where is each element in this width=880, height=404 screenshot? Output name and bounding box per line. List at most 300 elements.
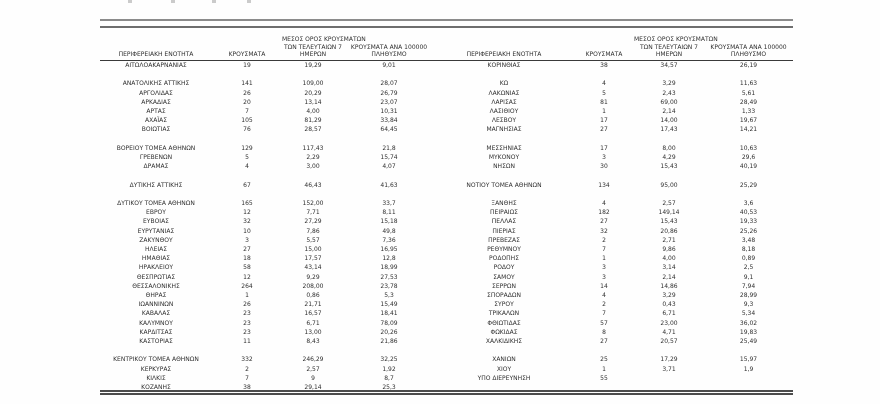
cases-cell: 7 xyxy=(245,108,249,115)
col-header-region-right xyxy=(434,28,574,61)
per100k-cell: 10,63 xyxy=(739,144,758,152)
cropped-text-remnant xyxy=(247,0,251,3)
per100k-cell: 10,31 xyxy=(380,108,398,115)
per100k-cell: 23,07 xyxy=(380,98,398,106)
table-row xyxy=(100,61,793,71)
cases-cell: 23 xyxy=(243,328,251,336)
table-row xyxy=(100,263,793,272)
per100k-cell: 25,3 xyxy=(382,384,396,392)
per100k-cell: 1,92 xyxy=(382,365,396,373)
per100k-cell: 5,61 xyxy=(741,89,756,97)
cases-cell: 1 xyxy=(602,365,606,373)
spacer-row xyxy=(100,135,793,144)
table-row xyxy=(100,89,793,98)
avg7-cell: 15,00 xyxy=(304,246,322,253)
region-cell: ΖΑΚΥΝΘΟΥ xyxy=(139,236,173,244)
region-cell: ΒΟΡΕΙΟΥ ΤΟΜΕΑ ΑΘΗΝΩΝ xyxy=(116,144,196,152)
table-row xyxy=(100,291,793,300)
per100k-cell: 33,84 xyxy=(380,117,398,125)
cropped-text-remnant xyxy=(171,0,175,3)
avg7-cell: 0,86 xyxy=(306,292,320,300)
avg7-cell: 3,29 xyxy=(662,80,676,88)
cases-cell: 7 xyxy=(602,246,606,253)
per100k-cell: 21,86 xyxy=(380,338,398,346)
spacer-row xyxy=(100,70,793,79)
region-cell: ΠΡΕΒΕΖΑΣ xyxy=(488,236,520,244)
avg7-cell: 2,43 xyxy=(662,89,676,97)
col-header-per100k-left xyxy=(344,28,434,61)
cropped-text-remnant xyxy=(212,0,216,3)
region-cell: ΧΙΟΥ xyxy=(496,365,512,373)
avg7-cell: 13,00 xyxy=(304,328,322,336)
spacer-cell xyxy=(100,190,793,199)
header-label-line: ΠΛΗΘΥΣΜΟ xyxy=(371,50,407,58)
per100k-cell: 11,63 xyxy=(739,80,758,88)
region-cell: ΡΕΘΥΜΝΟΥ xyxy=(487,246,521,253)
cases-cell: 27 xyxy=(600,338,608,346)
avg7-cell: 17,57 xyxy=(304,255,322,263)
header-label-line: ΜΕΣΟΣ ΟΡΟΣ ΚΡΟΥΣΜΑΤΩΝ xyxy=(282,36,366,44)
per100k-cell: 49,8 xyxy=(382,227,396,235)
header-label-line: ΤΩΝ ΤΕΛΕΥΤΑΙΩΝ 7 xyxy=(284,43,342,51)
avg7-cell: 9,29 xyxy=(306,273,320,281)
region-cell: ΝΗΣΩΝ xyxy=(493,163,515,171)
bottom-rule xyxy=(100,390,793,395)
per100k-cell: 1,33 xyxy=(741,108,756,115)
cases-cell: 23 xyxy=(243,319,251,327)
avg7-cell: 246,29 xyxy=(302,356,324,364)
per100k-cell: 4,07 xyxy=(382,163,396,171)
cases-cell: 182 xyxy=(598,209,610,217)
region-cell: ΣΕΡΡΩΝ xyxy=(492,282,516,290)
avg7-cell: 23,00 xyxy=(660,319,678,327)
region-cell: ΚΑΒΑΛΑΣ xyxy=(141,310,171,318)
cases-cell: 23 xyxy=(243,310,251,318)
region-cell: ΚΟΖΑΝΗΣ xyxy=(141,384,171,392)
per100k-cell: 20,26 xyxy=(380,328,398,336)
avg7-cell: 152,00 xyxy=(302,199,324,207)
region-cell: ΑΧΑΪΑΣ xyxy=(145,117,167,125)
avg7-cell: 4,71 xyxy=(662,328,676,336)
avg7-cell: 17,29 xyxy=(660,356,678,364)
cases-cell: 4 xyxy=(602,199,606,207)
header-label-line: ΚΡΟΥΣΜΑΤΑ ΑΝΑ 100000 xyxy=(710,43,787,51)
table-row xyxy=(100,337,793,346)
region-cell: ΛΑΡΙΣΑΣ xyxy=(491,98,517,106)
region-cell: ΘΗΡΑΣ xyxy=(145,292,167,300)
cases-cell: 129 xyxy=(241,144,253,152)
per100k-cell: 2,5 xyxy=(743,264,754,272)
cases-cell: 4 xyxy=(245,163,249,171)
table-row xyxy=(100,125,793,134)
col-header-avg7-left xyxy=(282,28,366,61)
table-row xyxy=(100,199,793,208)
per100k-cell: 18,99 xyxy=(380,264,398,272)
avg7-cell: 95,00 xyxy=(660,181,678,189)
avg7-cell: 117,43 xyxy=(302,144,324,152)
avg7-cell: 69,00 xyxy=(660,98,678,106)
table-row xyxy=(100,181,793,190)
region-cell: ΠΙΕΡΙΑΣ xyxy=(492,227,516,235)
region-cell: ΠΕΙΡΑΙΩΣ xyxy=(490,209,518,217)
avg7-cell: 81,29 xyxy=(304,117,322,125)
per100k-cell: 28,07 xyxy=(380,80,398,88)
avg7-cell: 9 xyxy=(311,374,315,382)
region-cell: ΣΥΡΟΥ xyxy=(494,301,514,309)
top-rule-outer xyxy=(100,19,793,21)
per100k-cell: 26,19 xyxy=(739,62,758,69)
per100k-cell: 5,34 xyxy=(741,310,756,318)
region-cell: ΚΕΝΤΡΙΚΟΥ ΤΟΜΕΑ ΑΘΗΝΩΝ xyxy=(113,356,199,364)
cases-cell: 3 xyxy=(245,236,249,244)
region-cell: ΙΩΑΝΝΙΝΩΝ xyxy=(138,301,174,309)
cases-cell: 14 xyxy=(600,282,608,290)
per100k-cell: 0,89 xyxy=(741,255,756,263)
region-cell: ΚΟΡΙΝΘΙΑΣ xyxy=(487,62,521,69)
region-cell: ΚΙΛΚΙΣ xyxy=(146,374,166,382)
region-cell: ΛΕΣΒΟΥ xyxy=(491,117,517,125)
avg7-cell: 16,57 xyxy=(304,310,322,318)
region-cell: ΕΥΒΟΙΑΣ xyxy=(143,218,169,226)
avg7-cell: 20,86 xyxy=(660,227,678,235)
region-cell: ΝΟΤΙΟΥ ΤΟΜΕΑ ΑΘΗΝΩΝ xyxy=(466,181,542,189)
region-cell: ΜΥΚΟΝΟΥ xyxy=(488,154,520,161)
per100k-cell: 15,49 xyxy=(380,301,398,309)
cases-cell: 30 xyxy=(600,163,608,171)
per100k-cell: 64,45 xyxy=(380,126,398,134)
region-cell: ΜΕΣΣΗΝΙΑΣ xyxy=(486,144,522,152)
spacer-row xyxy=(100,190,793,199)
cases-cell: 25 xyxy=(600,356,608,364)
region-cell: ΗΛΕΙΑΣ xyxy=(144,246,168,253)
spacer-cell xyxy=(100,70,793,79)
cases-cell: 134 xyxy=(598,181,610,189)
region-cell: ΤΡΙΚΑΛΩΝ xyxy=(488,310,520,318)
col-header-region-left xyxy=(100,28,212,61)
region-cell: ΛΑΣΙΘΙΟΥ xyxy=(489,108,519,115)
avg7-cell: 29,14 xyxy=(304,384,322,392)
avg7-cell: 19,29 xyxy=(304,62,322,69)
cases-cell: 332 xyxy=(241,356,253,364)
avg7-cell: 109,00 xyxy=(302,80,324,88)
region-cell: ΚΑΣΤΟΡΙΑΣ xyxy=(139,338,173,346)
table-row xyxy=(100,217,793,226)
cases-cell: 58 xyxy=(243,264,251,272)
avg7-cell: 28,57 xyxy=(304,126,322,134)
region-cell: ΘΕΣΠΡΩΤΙΑΣ xyxy=(136,273,176,281)
header-label-line: ΗΜΕΡΩΝ xyxy=(299,50,327,58)
per100k-cell: 78,09 xyxy=(380,319,398,327)
avg7-cell: 5,57 xyxy=(306,236,320,244)
avg7-cell: 4,00 xyxy=(662,255,676,263)
region-cell: ΦΩΚΙΔΑΣ xyxy=(490,328,518,336)
cases-cell: 3 xyxy=(602,264,606,272)
avg7-cell: 3,00 xyxy=(306,163,320,171)
cases-cell: 55 xyxy=(600,374,608,382)
avg7-cell: 208,00 xyxy=(302,282,324,290)
cases-cell: 5 xyxy=(602,89,606,97)
region-cell: ΧΑΛΚΙΔΙΚΗΣ xyxy=(485,338,523,346)
cases-cell: 2 xyxy=(602,236,606,244)
avg7-cell: 2,14 xyxy=(662,108,676,115)
per100k-cell: 8,7 xyxy=(384,374,394,382)
cases-cell: 19 xyxy=(243,62,251,69)
avg7-cell: 4,00 xyxy=(306,108,320,115)
header-row xyxy=(100,28,793,61)
header-label-line: ΚΡΟΥΣΜΑΤΑ ΑΝΑ 100000 xyxy=(350,43,428,51)
per100k-cell: 7,36 xyxy=(382,236,396,244)
per100k-cell xyxy=(704,374,793,383)
cases-cell: 165 xyxy=(241,199,253,207)
cases-cell: 141 xyxy=(241,80,253,88)
region-cell: ΡΟΔΟΠΗΣ xyxy=(489,255,519,263)
header-label-line: ΤΩΝ ΤΕΛΕΥΤΑΙΩΝ 7 xyxy=(640,43,698,51)
region-cell: ΓΡΕΒΕΝΩΝ xyxy=(139,154,173,161)
regional-cases-table xyxy=(100,28,793,392)
avg7-cell: 3,29 xyxy=(662,292,676,300)
per100k-cell: 19,67 xyxy=(739,117,758,125)
per100k-cell: 3,48 xyxy=(741,236,756,244)
per100k-cell: 7,94 xyxy=(741,282,756,290)
table-row xyxy=(100,355,793,364)
avg7-cell: 2,57 xyxy=(306,365,320,373)
region-cell: ΚΑΡΔΙΤΣΑΣ xyxy=(139,328,173,336)
cases-cell: 32 xyxy=(243,218,251,226)
avg7-cell: 2,71 xyxy=(662,236,676,244)
table-row xyxy=(100,162,793,171)
cases-cell: 81 xyxy=(600,98,608,106)
region-cell: ΣΑΜΟΥ xyxy=(493,273,515,281)
table-row xyxy=(100,107,793,116)
avg7-cell: 0,43 xyxy=(662,301,676,309)
cases-cell: 1 xyxy=(245,292,249,300)
region-cell: ΚΩ xyxy=(499,80,509,88)
table-row xyxy=(100,273,793,282)
cases-cell: 8 xyxy=(602,328,606,336)
cases-cell: 1 xyxy=(602,108,606,115)
cases-cell: 38 xyxy=(243,384,251,392)
per100k-cell: 19,83 xyxy=(739,328,758,336)
table-row xyxy=(100,116,793,125)
avg7-cell: 3,14 xyxy=(662,264,676,272)
region-cell: ΑΡΤΑΣ xyxy=(146,108,166,115)
avg7-cell: 43,14 xyxy=(304,264,322,272)
cases-cell: 57 xyxy=(600,319,608,327)
avg7-cell xyxy=(634,374,704,383)
per100k-cell: 40,19 xyxy=(739,163,758,171)
per100k-cell: 8,11 xyxy=(382,209,396,217)
col-header-cases-right xyxy=(574,28,634,61)
col-header-cases-left xyxy=(212,28,282,61)
per100k-cell: 15,18 xyxy=(380,218,398,226)
per100k-cell: 29,6 xyxy=(741,154,756,161)
header-label: ΠΕΡΙΦΕΡΕΙΑΚΗ ΕΝΟΤΗΤΑ xyxy=(466,50,542,58)
header-label-line: ΜΕΣΟΣ ΟΡΟΣ ΚΡΟΥΣΜΑΤΩΝ xyxy=(634,36,718,44)
region-cell: ΡΟΔΟΥ xyxy=(493,264,515,272)
per100k-cell: 19,33 xyxy=(739,218,758,226)
per100k-cell: 12,8 xyxy=(382,255,396,263)
cases-cell: 10 xyxy=(243,227,251,235)
per100k-cell: 9,01 xyxy=(382,62,396,69)
region-cell: ΜΑΓΝΗΣΙΑΣ xyxy=(486,126,522,134)
cases-cell: 2 xyxy=(602,301,606,309)
avg7-cell: 8,00 xyxy=(662,144,676,152)
table-row xyxy=(100,144,793,153)
avg7-cell: 34,57 xyxy=(660,62,678,69)
avg7-cell: 6,71 xyxy=(662,310,676,318)
table-row xyxy=(100,374,793,383)
region-cell: ΔΥΤΙΚΗΣ ΑΤΤΙΚΗΣ xyxy=(129,181,183,189)
per100k-cell: 21,8 xyxy=(382,144,396,152)
avg7-cell: 15,43 xyxy=(660,218,678,226)
avg7-cell: 3,71 xyxy=(662,365,676,373)
avg7-cell: 14,00 xyxy=(660,117,678,125)
cases-cell: 12 xyxy=(243,209,251,217)
avg7-cell: 6,71 xyxy=(306,319,320,327)
cases-cell: 11 xyxy=(243,338,251,346)
per100k-cell: 26,79 xyxy=(380,89,398,97)
cases-cell: 27 xyxy=(600,126,608,134)
cases-cell: 32 xyxy=(600,227,608,235)
cases-cell: 12 xyxy=(243,273,251,281)
cases-cell: 38 xyxy=(600,62,608,69)
region-cell: ΑΝΑΤΟΛΙΚΗΣ ΑΤΤΙΚΗΣ xyxy=(122,80,190,88)
per100k-cell: 25,49 xyxy=(739,338,758,346)
avg7-cell: 7,71 xyxy=(306,209,320,217)
cases-cell: 7 xyxy=(245,374,249,382)
avg7-cell: 2,14 xyxy=(662,273,676,281)
table-row xyxy=(100,236,793,245)
spacer-row xyxy=(100,346,793,355)
per100k-cell: 3,6 xyxy=(743,199,754,207)
table-row xyxy=(100,254,793,263)
header-label-line: ΠΛΗΘΥΣΜΟ xyxy=(730,50,767,58)
col-header-per100k-right xyxy=(704,28,793,61)
avg7-cell: 20,29 xyxy=(304,89,322,97)
cases-cell: 7 xyxy=(602,310,606,318)
col-header-avg7-right xyxy=(634,28,718,61)
avg7-cell: 17,43 xyxy=(660,126,678,134)
per100k-cell: 36,02 xyxy=(739,319,758,327)
cases-cell: 76 xyxy=(243,126,251,134)
avg7-cell: 7,86 xyxy=(306,227,320,235)
avg7-cell: 4,29 xyxy=(662,154,676,161)
avg7-cell: 2,29 xyxy=(306,154,320,161)
cases-cell: 3 xyxy=(602,154,606,161)
per100k-cell: 9,1 xyxy=(743,273,754,281)
avg7-cell: 15,43 xyxy=(660,163,678,171)
cases-cell: 17 xyxy=(600,144,608,152)
table-row xyxy=(100,79,793,88)
region-cell: ΗΡΑΚΛΕΙΟΥ xyxy=(138,264,174,272)
per100k-cell: 23,78 xyxy=(380,282,398,290)
per100k-cell: 15,97 xyxy=(739,356,758,364)
avg7-cell: 149,14 xyxy=(658,209,680,217)
per100k-cell: 18,41 xyxy=(380,310,398,318)
region-cell: ΥΠΟ ΔΙΕΡΕΥΝΗΣΗ xyxy=(477,374,531,382)
per100k-cell: 15,74 xyxy=(380,154,398,161)
avg7-cell: 2,57 xyxy=(662,199,676,207)
per100k-cell: 40,53 xyxy=(739,209,758,217)
table-row xyxy=(100,319,793,328)
cases-cell: 18 xyxy=(243,255,251,263)
header-label: ΚΡΟΥΣΜΑΤΑ xyxy=(585,50,623,58)
cases-cell: 67 xyxy=(243,181,251,189)
cropped-text-remnant xyxy=(128,0,132,3)
table-row xyxy=(100,98,793,107)
region-cell: ΕΥΡΥΤΑΝΙΑΣ xyxy=(137,227,175,235)
avg7-cell: 46,43 xyxy=(304,181,322,189)
cases-cell: 1 xyxy=(602,255,606,263)
cases-cell: 264 xyxy=(241,282,253,290)
avg7-cell: 27,29 xyxy=(304,218,322,226)
region-cell: ΦΘΙΩΤΙΔΑΣ xyxy=(487,319,521,327)
region-cell: ΣΠΟΡΑΔΩΝ xyxy=(487,292,521,300)
table-row xyxy=(100,309,793,318)
table-row xyxy=(100,153,793,162)
region-cell: ΛΑΚΩΝΙΑΣ xyxy=(488,89,520,97)
avg7-cell: 9,86 xyxy=(662,246,676,253)
region-cell: ΚΕΡΚΥΡΑΣ xyxy=(140,365,172,373)
header-label-line: ΗΜΕΡΩΝ xyxy=(655,50,683,58)
spacer-cell xyxy=(100,171,793,180)
table-row xyxy=(100,365,793,374)
per100k-cell: 28,99 xyxy=(739,292,758,300)
header-label: ΚΡΟΥΣΜΑΤΑ xyxy=(228,50,266,58)
region-cell: ΠΕΛΛΑΣ xyxy=(491,218,517,226)
region-cell: ΕΒΡΟΥ xyxy=(146,209,166,217)
per100k-cell: 32,25 xyxy=(380,356,398,364)
table-header xyxy=(100,28,793,61)
table-row xyxy=(100,282,793,291)
per100k-cell: 41,63 xyxy=(380,181,398,189)
avg7-cell: 8,43 xyxy=(306,338,320,346)
region-cell: ΑΙΤΩΛΟΑΚΑΡΝΑΝΙΑΣ xyxy=(125,62,187,69)
table-body xyxy=(100,61,793,393)
per100k-cell: 33,7 xyxy=(382,199,396,207)
cases-cell: 3 xyxy=(602,273,606,281)
table-row xyxy=(100,227,793,236)
table-row xyxy=(100,300,793,309)
cases-cell: 26 xyxy=(243,89,251,97)
per100k-cell: 1,9 xyxy=(743,365,754,373)
per100k-cell: 27,53 xyxy=(380,273,398,281)
spacer-cell xyxy=(100,346,793,355)
cases-cell: 105 xyxy=(241,117,253,125)
cases-cell: 27 xyxy=(600,218,608,226)
region-cell: ΔΥΤΙΚΟΥ ΤΟΜΕΑ ΑΘΗΝΩΝ xyxy=(117,199,195,207)
region-cell: ΒΟΙΩΤΙΑΣ xyxy=(141,126,171,134)
avg7-cell: 14,86 xyxy=(660,282,678,290)
per100k-cell: 16,95 xyxy=(380,246,398,253)
cases-cell: 4 xyxy=(602,80,606,88)
cases-cell: 17 xyxy=(600,117,608,125)
table-row xyxy=(100,328,793,337)
avg7-cell: 21,71 xyxy=(304,301,322,309)
region-cell: ΑΡΓΟΛΙΔΑΣ xyxy=(139,89,173,97)
per100k-cell: 25,29 xyxy=(739,181,758,189)
per100k-cell: 9,3 xyxy=(743,301,754,309)
avg7-cell: 20,57 xyxy=(660,338,678,346)
table-row xyxy=(100,208,793,217)
region-cell: ΗΜΑΘΙΑΣ xyxy=(141,255,171,263)
cases-cell: 20 xyxy=(243,98,251,106)
region-cell: ΘΕΣΣΑΛΟΝΙΚΗΣ xyxy=(132,282,180,290)
region-cell: ΚΑΛΥΜΝΟΥ xyxy=(139,319,173,327)
cases-cell: 26 xyxy=(243,301,251,309)
header-label: ΠΕΡΙΦΕΡΕΙΑΚΗ ΕΝΟΤΗΤΑ xyxy=(118,50,194,58)
region-cell: ΞΑΝΘΗΣ xyxy=(491,199,517,207)
